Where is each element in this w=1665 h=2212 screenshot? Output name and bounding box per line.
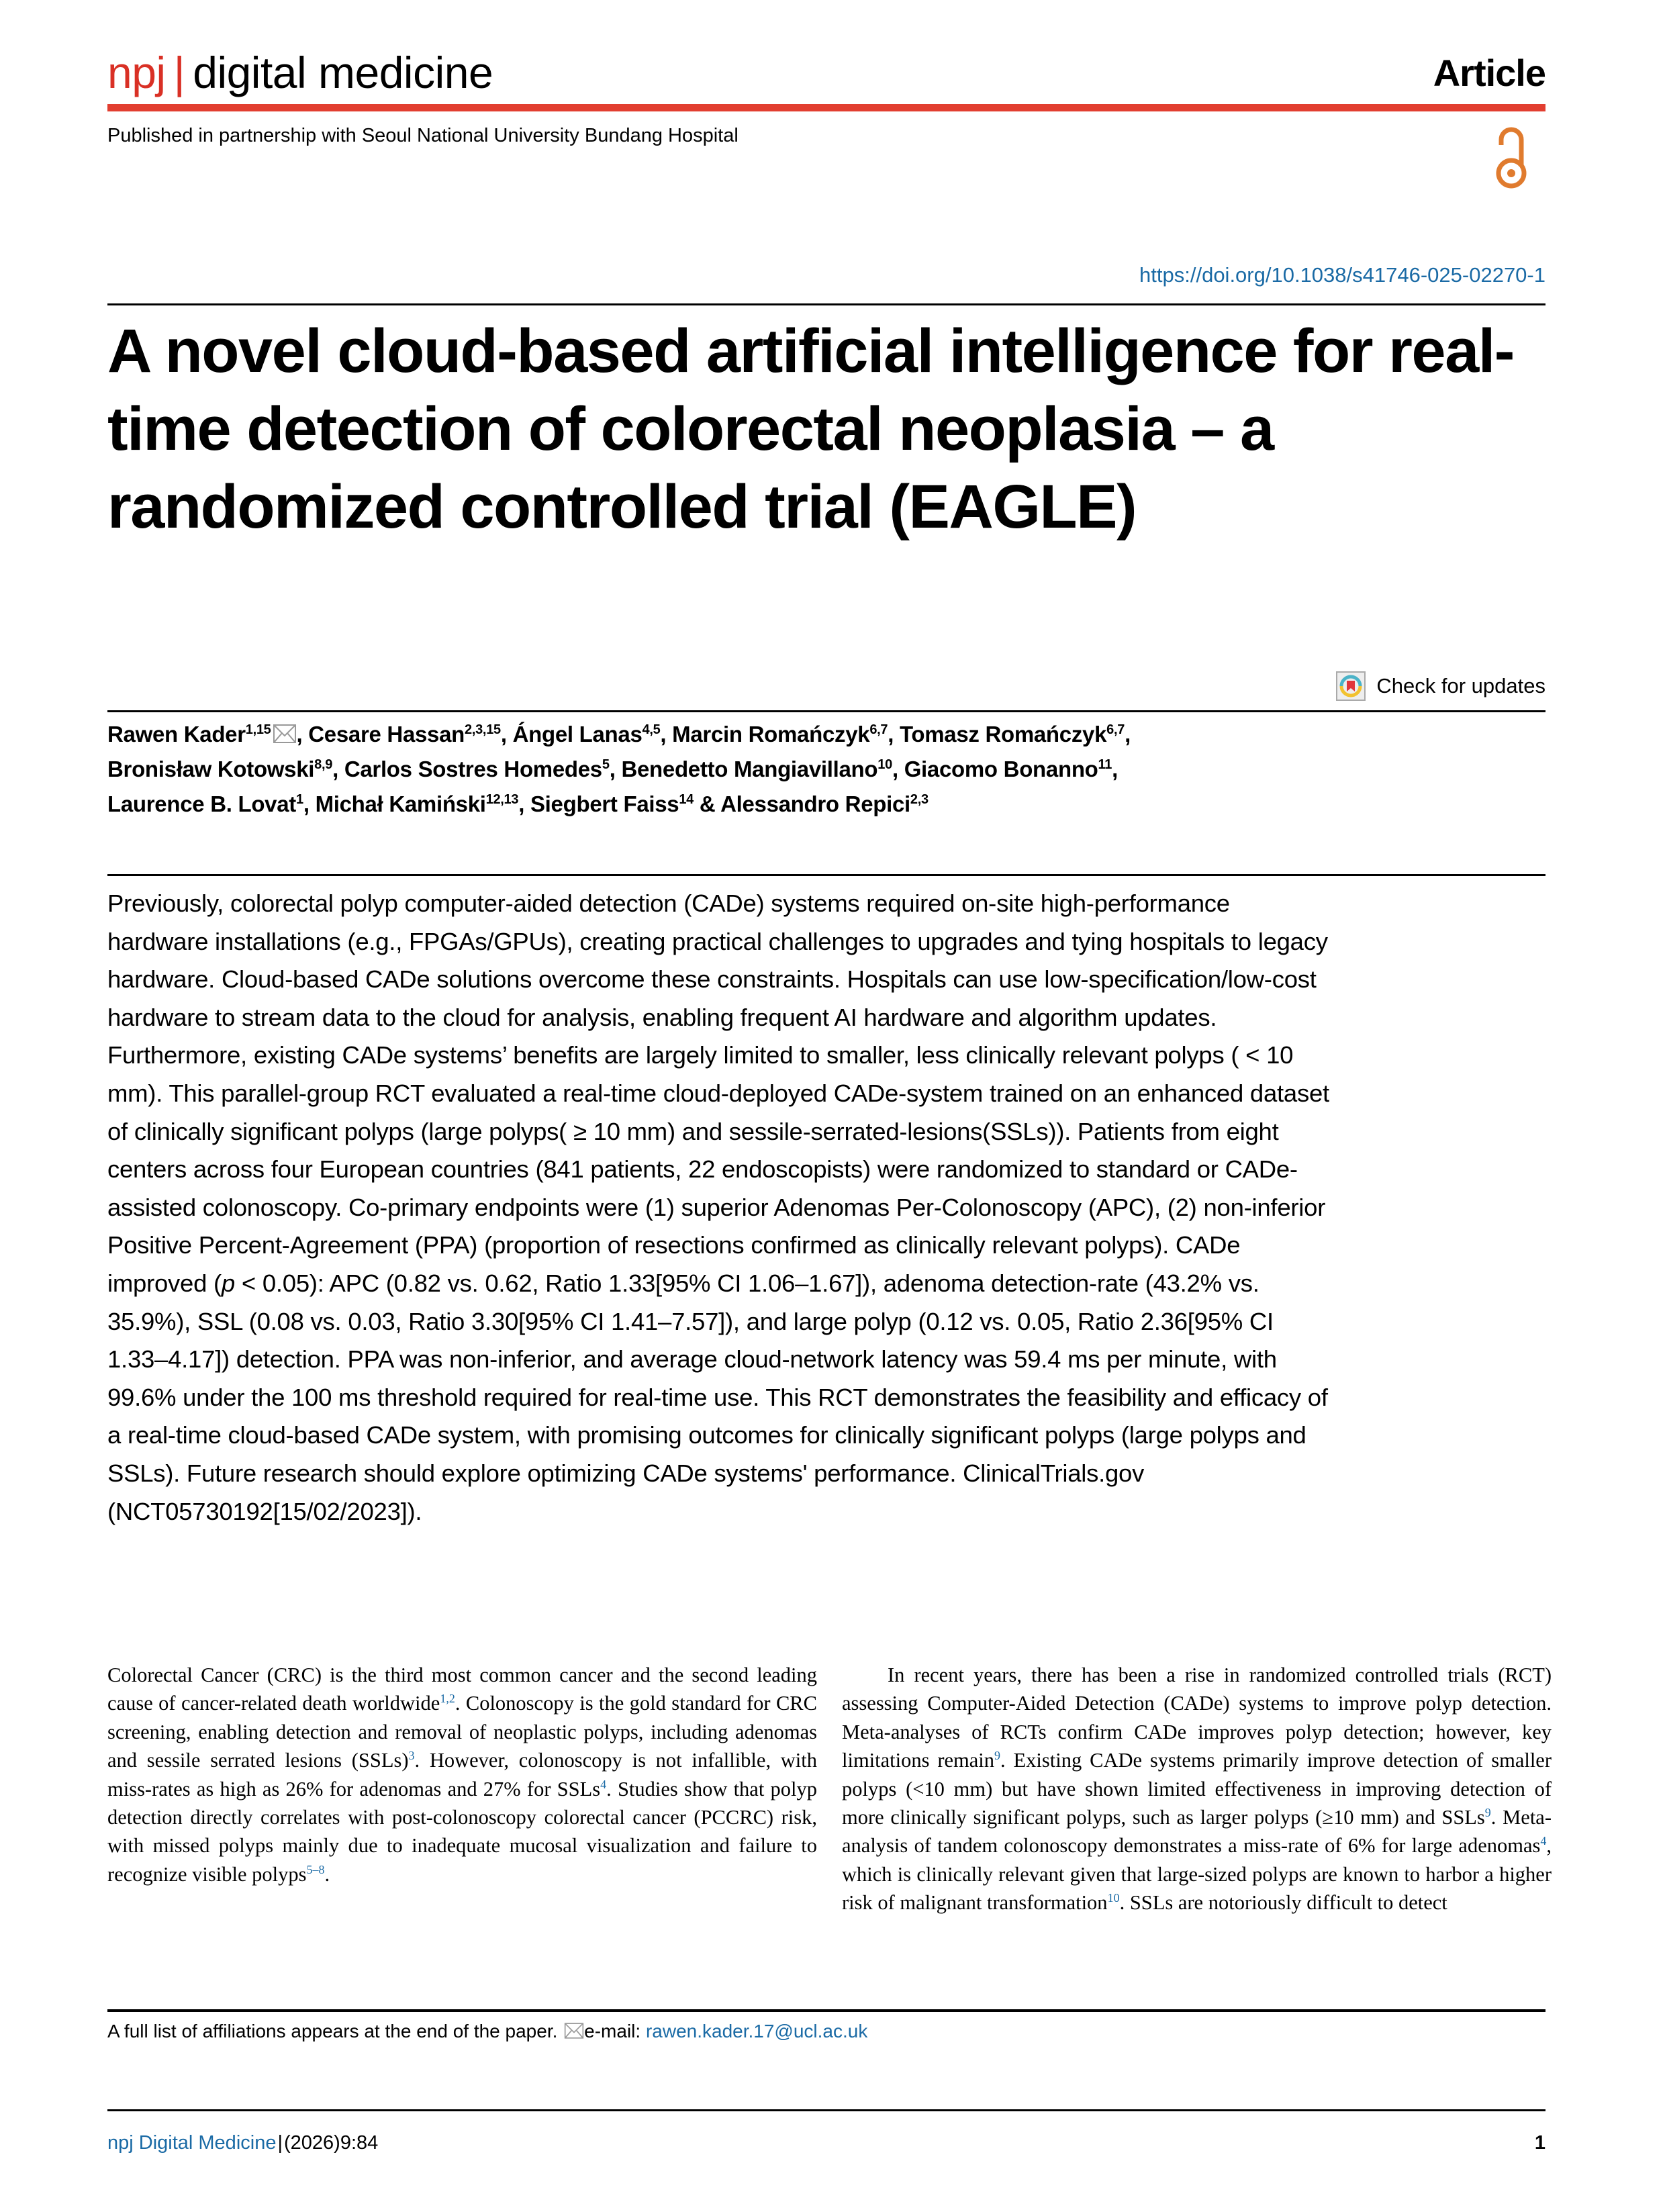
citation-link[interactable]: 1,2 xyxy=(440,1692,455,1706)
abstract-rule xyxy=(107,874,1545,876)
author[interactable]: Ángel Lanas$^{4,5}$ xyxy=(512,722,661,747)
article-title: A novel cloud-based artificial intelligence for real-time detection of colorectal neoplasia – a randomized controlled trial (EAGLE) xyxy=(107,317,1514,541)
author[interactable]: Michał Kamiński$^{12,13}$ xyxy=(315,791,519,816)
author[interactable]: Giacomo Bonanno$^{11}$ xyxy=(904,757,1112,781)
author[interactable]: Tomasz Romańczyk$^{6,7}$ xyxy=(899,722,1125,747)
author[interactable]: Marcin Romańczyk$^{6,7}$ xyxy=(672,722,888,747)
citation-link[interactable]: 3 xyxy=(408,1749,415,1763)
citation-link[interactable]: 9 xyxy=(1484,1805,1491,1819)
paragraph: Colorectal Cancer (CRC) is the third most common cancer and the second leading cause of cancer-related death worldwide$^{1,2}$. Colonoscopy is the gold standard for CRC screening, enabling detection and removal of neoplastic polyps, including adenomas and sessile serrated lesions (SSLs)$^3$. However, colonoscopy is not infallible, with miss-rates as high as 26% for adenomas and 27% for SSLs$^4$. Studies show that polyp detection directly correlates with post-colonoscopy colorectal cancer (PCCRC) risk, with missed polyps mainly due to inadequate mucosal visualization and failure to recognize visible polyps$^{5-8}$. xyxy=(107,1664,818,1886)
author-list: Rawen Kader$^{1,15}$ , Cesare Hassan$^{2,3,15}$, Ángel Lanas$^{4,5}$, Marcin Romańczyk$^{6,7}$, Tomasz Romańczyk$^{6,7}$, Bronisław Kotowski$^{8,9}$, Carlos Sostres Homedes$^5$, Benedetto Mangiavillano$^{10}$, Giacomo Bonanno$^{11}$, Laurence B. Lovat$^1$, Michał Kamiński$^{12,13}$, Siegbert Faiss$^{14}$ & Alessandro Repici$^{2,3}$ xyxy=(107,717,1545,822)
citation-link[interactable]: 9 xyxy=(994,1749,1001,1763)
affiliations-note: A full list of affiliations appears at the end of the paper. xyxy=(107,2021,558,2041)
footer-separator: | xyxy=(277,2132,283,2154)
header-red-rule xyxy=(107,104,1545,111)
footer-volume: (2026)9:84 xyxy=(284,2132,379,2154)
page-number: 1 xyxy=(1534,2132,1545,2154)
footer-journal-link[interactable]: npj Digital Medicine xyxy=(107,2132,277,2154)
author[interactable]: Benedetto Mangiavillano$^{10}$ xyxy=(621,757,892,781)
author[interactable]: Rawen Kader$^{1,15}$ xyxy=(107,722,297,747)
citation-link[interactable]: 4 xyxy=(1540,1834,1547,1848)
author[interactable]: Alessandro Repici$^{2,3}$ xyxy=(720,791,929,816)
footnote xyxy=(107,2019,867,2043)
body-column-left xyxy=(107,1661,817,1888)
abstract: Previously, colorectal polyp computer-aided detection (CADe) systems required on-site high-performance hardware installations (e.g., FPGAs/GPUs), creating practical challenges to upgrades and tying hospitals to legacy hardware. Cloud-based CADe solutions overcome these constraints. Hospitals can use low-specification/low-cost hardware to stream data to the cloud for analysis, enabling frequent AI hardware and algorithm updates. Furthermore, existing CADe systems’ benefits are largely limited to smaller, less clinically relevant polyps ( < 10 mm). This parallel-group RCT evaluated a real-time cloud-deployed CADe-system trained on an enhanced dataset of clinically significant polyps (large polyps( ≥ 10 mm) and sessile-serrated-lesions(SSLs)). Patients from eight centers across four European countries (841 patients, 22 endoscopists) were randomized to standard or CADe-assisted colonoscopy. Co-primary endpoints were (1) superior Adenomas Per-Colonoscopy (APC), (2) non-inferior Positive Percent-Agreement (PPA) (proportion of resections confirmed as clinically relevant polyps). CADe improved (p < 0.05): APC (0.82 vs. 0.62, Ratio 1.33[95% CI 1.06–1.67]), adenoma detection-rate (43.2% vs. 35.9%), SSL (0.08 vs. 0.03, Ratio 3.30[95% CI 1.41–7.57]), and large polyp (0.12 vs. 0.05, Ratio 2.36[95% CI 1.33–4.17]) detection. PPA was non-inferior, and average cloud-network latency was 59.4 ms per minute, with 99.6% under the 100 ms threshold required for real-time use. This RCT demonstrates the feasibility and efficacy of a real-time cloud-based CADe system, with promising outcomes for clinically significant polyps (large polyps and SSLs). Future research should explore optimizing CADe systems' performance. ClinicalTrials.gov (NCT05730192[15/02/2023]). xyxy=(107,889,1329,1525)
author[interactable]: Cesare Hassan$^{2,3,15}$ xyxy=(308,722,501,747)
authors-rule xyxy=(107,710,1545,712)
email-icon[interactable] xyxy=(273,719,297,739)
check-for-updates-label: Check for updates xyxy=(1376,674,1545,698)
journal-title xyxy=(107,46,493,99)
journal-separator: | xyxy=(173,48,185,97)
doi-link[interactable]: https://doi.org/10.1038/s41746-025-02270-1 xyxy=(1139,263,1545,287)
author[interactable]: Siegbert Faiss$^{14}$ xyxy=(530,791,694,816)
check-for-updates-icon xyxy=(1336,671,1366,701)
footer-citation xyxy=(107,2131,378,2155)
author[interactable]: Bronisław Kotowski$^{8,9}$ xyxy=(107,757,333,781)
citation-link[interactable]: 10 xyxy=(1107,1891,1120,1905)
journal-name: digital medicine xyxy=(193,48,493,97)
author[interactable]: Laurence B. Lovat$^1$ xyxy=(107,791,303,816)
email-link[interactable]: rawen.kader.17@ucl.ac.uk xyxy=(645,2021,868,2041)
email-label: e-mail: xyxy=(584,2021,641,2041)
article-type-label: Article xyxy=(1433,52,1545,94)
open-access-icon xyxy=(1494,125,1528,192)
footnote-rule xyxy=(107,2009,1545,2012)
footer-rule xyxy=(107,2109,1545,2111)
citation-link[interactable]: 5–8 xyxy=(306,1862,325,1876)
email-icon xyxy=(564,2021,584,2039)
check-for-updates-button[interactable] xyxy=(1336,671,1545,701)
title-rule xyxy=(107,303,1545,305)
paragraph: In recent years, there has been a rise in randomized controlled trials (RCT) assessing Computer-Aided Detection (CADe) systems to improve polyp detection. Meta-analyses of RCTs confirm CADe improves polyp detection; however, key limitations remain$^9$. Existing CADe systems primarily improve detection of smaller polyps (<10 mm) but have shown limited effectiveness in improving detection of more clinically significant polyps, such as larger polyps (≥10 mm) and SSLs$^9$. Meta-analysis of tandem colonoscopy demonstrates a miss-rate of 6% for large adenomas$^4$, which is clinically relevant given that large-sized polyps are known to harbor a higher risk of malignant transformation$^{10}$. SSLs are notoriously difficult to detect xyxy=(842,1664,1552,1915)
journal-prefix: npj xyxy=(107,48,166,97)
author[interactable]: Carlos Sostres Homedes$^5$ xyxy=(344,757,610,781)
partnership-note: Published in partnership with Seoul National University Bundang Hospital xyxy=(107,125,739,146)
body-column-right xyxy=(842,1661,1552,1917)
citation-link[interactable]: 4 xyxy=(600,1777,607,1791)
